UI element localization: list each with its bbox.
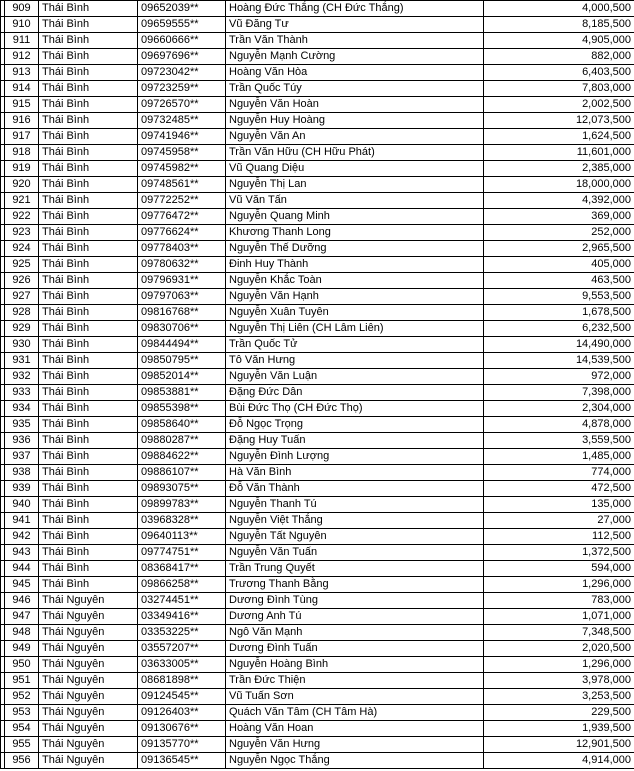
- province-cell[interactable]: Thái Bình: [39, 497, 138, 513]
- customer-name-cell[interactable]: Nguyễn Huy Hoàng: [226, 113, 484, 129]
- customer-name-cell[interactable]: Khương Thanh Long: [226, 225, 484, 241]
- phone-cell[interactable]: 03353225**: [138, 625, 226, 641]
- table-row: [1, 433, 634, 449]
- customer-name-cell[interactable]: Nguyễn Văn Luận: [226, 369, 484, 385]
- phone-cell[interactable]: 09796931**: [138, 273, 226, 289]
- province-cell[interactable]: Thái Bình: [39, 545, 138, 561]
- table-row: [1, 417, 634, 433]
- province-cell[interactable]: Thái Nguyên: [39, 737, 138, 753]
- amount-cell[interactable]: 7,398,000: [484, 385, 634, 401]
- phone-cell[interactable]: 09136545**: [138, 753, 226, 769]
- province-cell[interactable]: Thái Nguyên: [39, 705, 138, 721]
- row-number[interactable]: 944: [5, 561, 39, 577]
- row-number[interactable]: 919: [5, 161, 39, 177]
- table-row: [1, 97, 634, 113]
- customer-name-cell[interactable]: Nguyễn Thế Dưỡng: [226, 241, 484, 257]
- phone-cell[interactable]: 09884622**: [138, 449, 226, 465]
- province-cell[interactable]: Thái Bình: [39, 369, 138, 385]
- table-row: [1, 177, 634, 193]
- amount-cell[interactable]: 2,020,500: [484, 641, 634, 657]
- row-number[interactable]: 912: [5, 49, 39, 65]
- row-number[interactable]: 953: [5, 705, 39, 721]
- amount-cell[interactable]: 1,624,500: [484, 129, 634, 145]
- table-row: [1, 353, 634, 369]
- amount-cell[interactable]: 1,939,500: [484, 721, 634, 737]
- province-cell[interactable]: Thái Nguyên: [39, 689, 138, 705]
- row-number[interactable]: 925: [5, 257, 39, 273]
- row-number[interactable]: 948: [5, 625, 39, 641]
- province-cell[interactable]: Thái Nguyên: [39, 753, 138, 769]
- province-cell[interactable]: Thái Bình: [39, 129, 138, 145]
- row-number[interactable]: 940: [5, 497, 39, 513]
- table-row: [1, 81, 634, 97]
- customer-name-cell[interactable]: Trương Thanh Bằng: [226, 577, 484, 593]
- row-number[interactable]: 933: [5, 385, 39, 401]
- table-row: [1, 545, 634, 561]
- customer-name-cell[interactable]: Hà Văn Bình: [226, 465, 484, 481]
- phone-cell[interactable]: 09640113**: [138, 529, 226, 545]
- phone-cell[interactable]: 03274451**: [138, 593, 226, 609]
- row-number[interactable]: 913: [5, 65, 39, 81]
- province-cell[interactable]: Thái Nguyên: [39, 673, 138, 689]
- phone-cell[interactable]: 03349416**: [138, 609, 226, 625]
- row-number[interactable]: 941: [5, 513, 39, 529]
- province-cell[interactable]: Thái Bình: [39, 113, 138, 129]
- phone-cell[interactable]: 09780632**: [138, 257, 226, 273]
- phone-cell[interactable]: 09778403**: [138, 241, 226, 257]
- customer-name-cell[interactable]: Nguyễn Khắc Toàn: [226, 273, 484, 289]
- row-number[interactable]: 956: [5, 753, 39, 769]
- table-row: [1, 65, 634, 81]
- row-number[interactable]: 911: [5, 33, 39, 49]
- province-cell[interactable]: Thái Bình: [39, 225, 138, 241]
- province-cell[interactable]: Thái Bình: [39, 449, 138, 465]
- phone-cell[interactable]: 09135770**: [138, 737, 226, 753]
- row-number[interactable]: 939: [5, 481, 39, 497]
- table-row: [1, 385, 634, 401]
- province-cell[interactable]: Thái Bình: [39, 433, 138, 449]
- table-row: [1, 721, 634, 737]
- phone-cell[interactable]: 09816768**: [138, 305, 226, 321]
- phone-cell[interactable]: 09858640**: [138, 417, 226, 433]
- table-row: [1, 625, 634, 641]
- province-cell[interactable]: Thái Bình: [39, 401, 138, 417]
- phone-cell[interactable]: 09745958**: [138, 145, 226, 161]
- row-number[interactable]: 935: [5, 417, 39, 433]
- province-cell[interactable]: Thái Bình: [39, 145, 138, 161]
- province-cell[interactable]: Thái Bình: [39, 513, 138, 529]
- province-cell[interactable]: Thái Nguyên: [39, 609, 138, 625]
- amount-cell[interactable]: 1,071,000: [484, 609, 634, 625]
- amount-cell[interactable]: 7,803,000: [484, 81, 634, 97]
- table-row: [1, 305, 634, 321]
- amount-cell[interactable]: 2,304,000: [484, 401, 634, 417]
- customer-name-cell[interactable]: Trần Quốc Tử: [226, 337, 484, 353]
- table-row: [1, 257, 634, 273]
- phone-cell[interactable]: 09726570**: [138, 97, 226, 113]
- amount-cell[interactable]: 1,372,500: [484, 545, 634, 561]
- phone-cell[interactable]: 03633005**: [138, 657, 226, 673]
- customer-name-cell[interactable]: Nguyễn Đình Lượng: [226, 449, 484, 465]
- amount-cell[interactable]: 1,296,000: [484, 657, 634, 673]
- province-cell[interactable]: Thái Bình: [39, 353, 138, 369]
- row-number[interactable]: 931: [5, 353, 39, 369]
- table-row: [1, 513, 634, 529]
- customer-name-cell[interactable]: Nguyễn Văn An: [226, 129, 484, 145]
- amount-cell[interactable]: 4,392,000: [484, 193, 634, 209]
- phone-cell[interactable]: 09652039**: [138, 1, 226, 17]
- table-row: [1, 657, 634, 673]
- customer-name-cell[interactable]: Quách Văn Tâm (CH Tâm Hà): [226, 705, 484, 721]
- row-number[interactable]: 950: [5, 657, 39, 673]
- amount-cell[interactable]: 774,000: [484, 465, 634, 481]
- amount-cell[interactable]: 252,000: [484, 225, 634, 241]
- province-cell[interactable]: Thái Nguyên: [39, 625, 138, 641]
- customer-name-cell[interactable]: Nguyễn Xuân Tuyên: [226, 305, 484, 321]
- table-row: [1, 481, 634, 497]
- row-number[interactable]: 936: [5, 433, 39, 449]
- table-row: [1, 193, 634, 209]
- customer-name-cell[interactable]: Ngô Văn Mạnh: [226, 625, 484, 641]
- table-row: [1, 737, 634, 753]
- row-number[interactable]: 914: [5, 81, 39, 97]
- table-row: [1, 209, 634, 225]
- table-row: [1, 321, 634, 337]
- row-number[interactable]: 945: [5, 577, 39, 593]
- customer-name-cell[interactable]: Nguyễn Văn Hưng: [226, 737, 484, 753]
- phone-cell[interactable]: 09748561**: [138, 177, 226, 193]
- phone-cell[interactable]: 09745982**: [138, 161, 226, 177]
- province-cell[interactable]: Thái Bình: [39, 305, 138, 321]
- table-row: [1, 561, 634, 577]
- table-row: [1, 49, 634, 65]
- amount-cell[interactable]: 4,905,000: [484, 33, 634, 49]
- amount-cell[interactable]: 1,296,000: [484, 577, 634, 593]
- province-cell[interactable]: Thái Bình: [39, 161, 138, 177]
- table-row: [1, 33, 634, 49]
- phone-cell[interactable]: 03557207**: [138, 641, 226, 657]
- province-cell[interactable]: Thái Nguyên: [39, 641, 138, 657]
- row-number[interactable]: 932: [5, 369, 39, 385]
- table-row: [1, 17, 634, 33]
- table-row: [1, 225, 634, 241]
- amount-cell[interactable]: 4,000,500: [484, 1, 634, 17]
- customer-name-cell[interactable]: Dương Anh Tú: [226, 609, 484, 625]
- amount-cell[interactable]: 3,978,000: [484, 673, 634, 689]
- row-number[interactable]: 943: [5, 545, 39, 561]
- customer-name-cell[interactable]: Nguyễn Thị Liên (CH Lâm Liên): [226, 321, 484, 337]
- customer-name-cell[interactable]: Nguyễn Thanh Tú: [226, 497, 484, 513]
- phone-cell[interactable]: 08368417**: [138, 561, 226, 577]
- phone-cell[interactable]: 09844494**: [138, 337, 226, 353]
- amount-cell[interactable]: 2,385,000: [484, 161, 634, 177]
- customer-name-cell[interactable]: Hoàng Đức Thắng (CH Đức Thắng): [226, 1, 484, 17]
- province-cell[interactable]: Thái Nguyên: [39, 657, 138, 673]
- row-number[interactable]: 951: [5, 673, 39, 689]
- province-cell[interactable]: Thái Bình: [39, 561, 138, 577]
- table-row: [1, 145, 634, 161]
- customer-name-cell[interactable]: Vũ Quang Diệu: [226, 161, 484, 177]
- customer-name-cell[interactable]: Hoàng Văn Hòa: [226, 65, 484, 81]
- row-number[interactable]: 937: [5, 449, 39, 465]
- row-number[interactable]: 934: [5, 401, 39, 417]
- table-row: [1, 337, 634, 353]
- customer-name-cell[interactable]: Đinh Huy Thành: [226, 257, 484, 273]
- row-number[interactable]: 952: [5, 689, 39, 705]
- row-number[interactable]: 942: [5, 529, 39, 545]
- phone-cell[interactable]: 09853881**: [138, 385, 226, 401]
- phone-cell[interactable]: 09723042**: [138, 65, 226, 81]
- amount-cell[interactable]: 229,500: [484, 705, 634, 721]
- customer-name-cell[interactable]: Nguyễn Quang Minh: [226, 209, 484, 225]
- province-cell[interactable]: Thái Bình: [39, 49, 138, 65]
- row-number[interactable]: 917: [5, 129, 39, 145]
- province-cell[interactable]: Thái Bình: [39, 209, 138, 225]
- row-number[interactable]: 922: [5, 209, 39, 225]
- phone-cell[interactable]: 09797063**: [138, 289, 226, 305]
- amount-cell[interactable]: 2,002,500: [484, 97, 634, 113]
- row-number[interactable]: 909: [5, 1, 39, 17]
- customer-name-cell[interactable]: Nguyễn Văn Tuấn: [226, 545, 484, 561]
- amount-cell[interactable]: 6,403,500: [484, 65, 634, 81]
- customer-name-cell[interactable]: Nguyễn Văn Hoàn: [226, 97, 484, 113]
- phone-cell[interactable]: 09776472**: [138, 209, 226, 225]
- table-row: [1, 529, 634, 545]
- row-number[interactable]: 946: [5, 593, 39, 609]
- province-cell[interactable]: Thái Bình: [39, 97, 138, 113]
- table-row: [1, 113, 634, 129]
- amount-cell[interactable]: 6,232,500: [484, 321, 634, 337]
- province-cell[interactable]: Thái Bình: [39, 273, 138, 289]
- amount-cell[interactable]: 14,539,500: [484, 353, 634, 369]
- row-number[interactable]: 920: [5, 177, 39, 193]
- amount-cell[interactable]: 12,073,500: [484, 113, 634, 129]
- row-number[interactable]: 929: [5, 321, 39, 337]
- amount-cell[interactable]: 1,485,000: [484, 449, 634, 465]
- amount-cell[interactable]: 594,000: [484, 561, 634, 577]
- customer-name-cell[interactable]: Trần Văn Hữu (CH Hữu Phát): [226, 145, 484, 161]
- amount-cell[interactable]: 463,500: [484, 273, 634, 289]
- province-cell[interactable]: Thái Bình: [39, 385, 138, 401]
- customer-name-cell[interactable]: Nguyễn Ngọc Thắng: [226, 753, 484, 769]
- phone-cell[interactable]: 03968328**: [138, 513, 226, 529]
- amount-cell[interactable]: 3,253,500: [484, 689, 634, 705]
- phone-cell[interactable]: 09126403**: [138, 705, 226, 721]
- phone-cell[interactable]: 09741946**: [138, 129, 226, 145]
- phone-cell[interactable]: 09776624**: [138, 225, 226, 241]
- table-row: [1, 593, 634, 609]
- province-cell[interactable]: Thái Bình: [39, 33, 138, 49]
- customer-name-cell[interactable]: Dương Đình Tùng: [226, 593, 484, 609]
- phone-cell[interactable]: 09130676**: [138, 721, 226, 737]
- table-row: [1, 753, 634, 769]
- customer-name-cell[interactable]: Trần Trung Quyết: [226, 561, 484, 577]
- province-cell[interactable]: Thái Nguyên: [39, 593, 138, 609]
- amount-cell[interactable]: 4,914,000: [484, 753, 634, 769]
- row-number[interactable]: 926: [5, 273, 39, 289]
- province-cell[interactable]: Thái Bình: [39, 241, 138, 257]
- row-number[interactable]: 949: [5, 641, 39, 657]
- customer-name-cell[interactable]: Tô Văn Hưng: [226, 353, 484, 369]
- table-body: [1, 1, 634, 769]
- row-number[interactable]: 915: [5, 97, 39, 113]
- phone-cell[interactable]: 09772252**: [138, 193, 226, 209]
- customer-name-cell[interactable]: Nguyễn Mạnh Cường: [226, 49, 484, 65]
- table-row: [1, 497, 634, 513]
- phone-cell[interactable]: 09697696**: [138, 49, 226, 65]
- customer-name-cell[interactable]: Nguyễn Tất Nguyên: [226, 529, 484, 545]
- customer-name-cell[interactable]: Trần Đức Thiện: [226, 673, 484, 689]
- amount-cell[interactable]: 4,878,000: [484, 417, 634, 433]
- amount-cell[interactable]: 11,601,000: [484, 145, 634, 161]
- phone-cell[interactable]: 09732485**: [138, 113, 226, 129]
- province-cell[interactable]: Thái Bình: [39, 577, 138, 593]
- row-number[interactable]: 924: [5, 241, 39, 257]
- row-number[interactable]: 938: [5, 465, 39, 481]
- row-number[interactable]: 927: [5, 289, 39, 305]
- amount-cell[interactable]: 2,965,500: [484, 241, 634, 257]
- province-cell[interactable]: Thái Bình: [39, 417, 138, 433]
- customer-name-cell[interactable]: Dương Đình Tuấn: [226, 641, 484, 657]
- amount-cell[interactable]: 1,678,500: [484, 305, 634, 321]
- customer-name-cell[interactable]: Hoàng Văn Hoan: [226, 721, 484, 737]
- table-row: [1, 1, 634, 17]
- table-row: [1, 641, 634, 657]
- province-cell[interactable]: Thái Bình: [39, 17, 138, 33]
- customer-name-cell[interactable]: Nguyễn Thị Lan: [226, 177, 484, 193]
- phone-cell[interactable]: 09124545**: [138, 689, 226, 705]
- customer-name-cell[interactable]: Vũ Đăng Tư: [226, 17, 484, 33]
- customer-name-cell[interactable]: Đặng Huy Tuấn: [226, 433, 484, 449]
- amount-cell[interactable]: 369,000: [484, 209, 634, 225]
- table-row: [1, 129, 634, 145]
- amount-cell[interactable]: 972,000: [484, 369, 634, 385]
- province-cell[interactable]: Thái Bình: [39, 337, 138, 353]
- row-number[interactable]: 918: [5, 145, 39, 161]
- table-row: [1, 401, 634, 417]
- province-cell[interactable]: Thái Bình: [39, 321, 138, 337]
- customer-name-cell[interactable]: Đặng Đức Dân: [226, 385, 484, 401]
- amount-cell[interactable]: 472,500: [484, 481, 634, 497]
- row-number[interactable]: 923: [5, 225, 39, 241]
- phone-cell[interactable]: 09660666**: [138, 33, 226, 49]
- customer-name-cell[interactable]: Vũ Văn Tấn: [226, 193, 484, 209]
- province-cell[interactable]: Thái Bình: [39, 65, 138, 81]
- province-cell[interactable]: Thái Bình: [39, 1, 138, 17]
- province-cell[interactable]: Thái Bình: [39, 257, 138, 273]
- amount-cell[interactable]: 9,553,500: [484, 289, 634, 305]
- phone-cell[interactable]: 09899783**: [138, 497, 226, 513]
- phone-cell[interactable]: 09886107**: [138, 465, 226, 481]
- customer-name-cell[interactable]: Nguyễn Văn Hạnh: [226, 289, 484, 305]
- amount-cell[interactable]: 3,559,500: [484, 433, 634, 449]
- customer-name-cell[interactable]: Vũ Tuấn Sơn: [226, 689, 484, 705]
- province-cell[interactable]: Thái Nguyên: [39, 721, 138, 737]
- table-row: [1, 465, 634, 481]
- province-cell[interactable]: Thái Bình: [39, 289, 138, 305]
- customer-name-cell[interactable]: Đỗ Văn Thành: [226, 481, 484, 497]
- amount-cell[interactable]: 7,348,500: [484, 625, 634, 641]
- table-row: [1, 673, 634, 689]
- row-number[interactable]: 921: [5, 193, 39, 209]
- row-number[interactable]: 910: [5, 17, 39, 33]
- table-row: [1, 689, 634, 705]
- table-row: [1, 705, 634, 721]
- amount-cell[interactable]: 18,000,000: [484, 177, 634, 193]
- table-row: [1, 449, 634, 465]
- table-row: [1, 369, 634, 385]
- table-row: [1, 241, 634, 257]
- phone-cell[interactable]: 09880287**: [138, 433, 226, 449]
- row-number[interactable]: 928: [5, 305, 39, 321]
- phone-cell[interactable]: 08681898**: [138, 673, 226, 689]
- customer-name-cell[interactable]: Trần Quốc Túy: [226, 81, 484, 97]
- table-row: [1, 273, 634, 289]
- table-row: [1, 289, 634, 305]
- amount-cell[interactable]: 27,000: [484, 513, 634, 529]
- province-cell[interactable]: Thái Bình: [39, 529, 138, 545]
- province-cell[interactable]: Thái Bình: [39, 193, 138, 209]
- amount-cell[interactable]: 14,490,000: [484, 337, 634, 353]
- phone-cell[interactable]: 09723259**: [138, 81, 226, 97]
- table-row: [1, 577, 634, 593]
- amount-cell[interactable]: 112,500: [484, 529, 634, 545]
- amount-cell[interactable]: 405,000: [484, 257, 634, 273]
- amount-cell[interactable]: 8,185,500: [484, 17, 634, 33]
- phone-cell[interactable]: 09866258**: [138, 577, 226, 593]
- amount-cell[interactable]: 783,000: [484, 593, 634, 609]
- phone-cell[interactable]: 09830706**: [138, 321, 226, 337]
- customer-name-cell[interactable]: Nguyễn Hoàng Bình: [226, 657, 484, 673]
- phone-cell[interactable]: 09850795**: [138, 353, 226, 369]
- row-number[interactable]: 930: [5, 337, 39, 353]
- phone-cell[interactable]: 09855398**: [138, 401, 226, 417]
- row-number[interactable]: 955: [5, 737, 39, 753]
- customer-name-cell[interactable]: Bùi Đức Thọ (CH Đức Thọ): [226, 401, 484, 417]
- phone-cell[interactable]: 09852014**: [138, 369, 226, 385]
- phone-cell[interactable]: 09893075**: [138, 481, 226, 497]
- customer-name-cell[interactable]: Đỗ Ngọc Trọng: [226, 417, 484, 433]
- customer-name-cell[interactable]: Nguyễn Việt Thắng: [226, 513, 484, 529]
- amount-cell[interactable]: 135,000: [484, 497, 634, 513]
- customer-name-cell[interactable]: Trần Văn Thành: [226, 33, 484, 49]
- phone-cell[interactable]: 09659555**: [138, 17, 226, 33]
- amount-cell[interactable]: 882,000: [484, 49, 634, 65]
- amount-cell[interactable]: 12,901,500: [484, 737, 634, 753]
- row-number[interactable]: 916: [5, 113, 39, 129]
- province-cell[interactable]: Thái Bình: [39, 81, 138, 97]
- row-number[interactable]: 954: [5, 721, 39, 737]
- phone-cell[interactable]: 09774751**: [138, 545, 226, 561]
- province-cell[interactable]: Thái Bình: [39, 465, 138, 481]
- province-cell[interactable]: Thái Bình: [39, 481, 138, 497]
- province-cell[interactable]: Thái Bình: [39, 177, 138, 193]
- row-number[interactable]: 947: [5, 609, 39, 625]
- table-row: [1, 161, 634, 177]
- table-row: [1, 609, 634, 625]
